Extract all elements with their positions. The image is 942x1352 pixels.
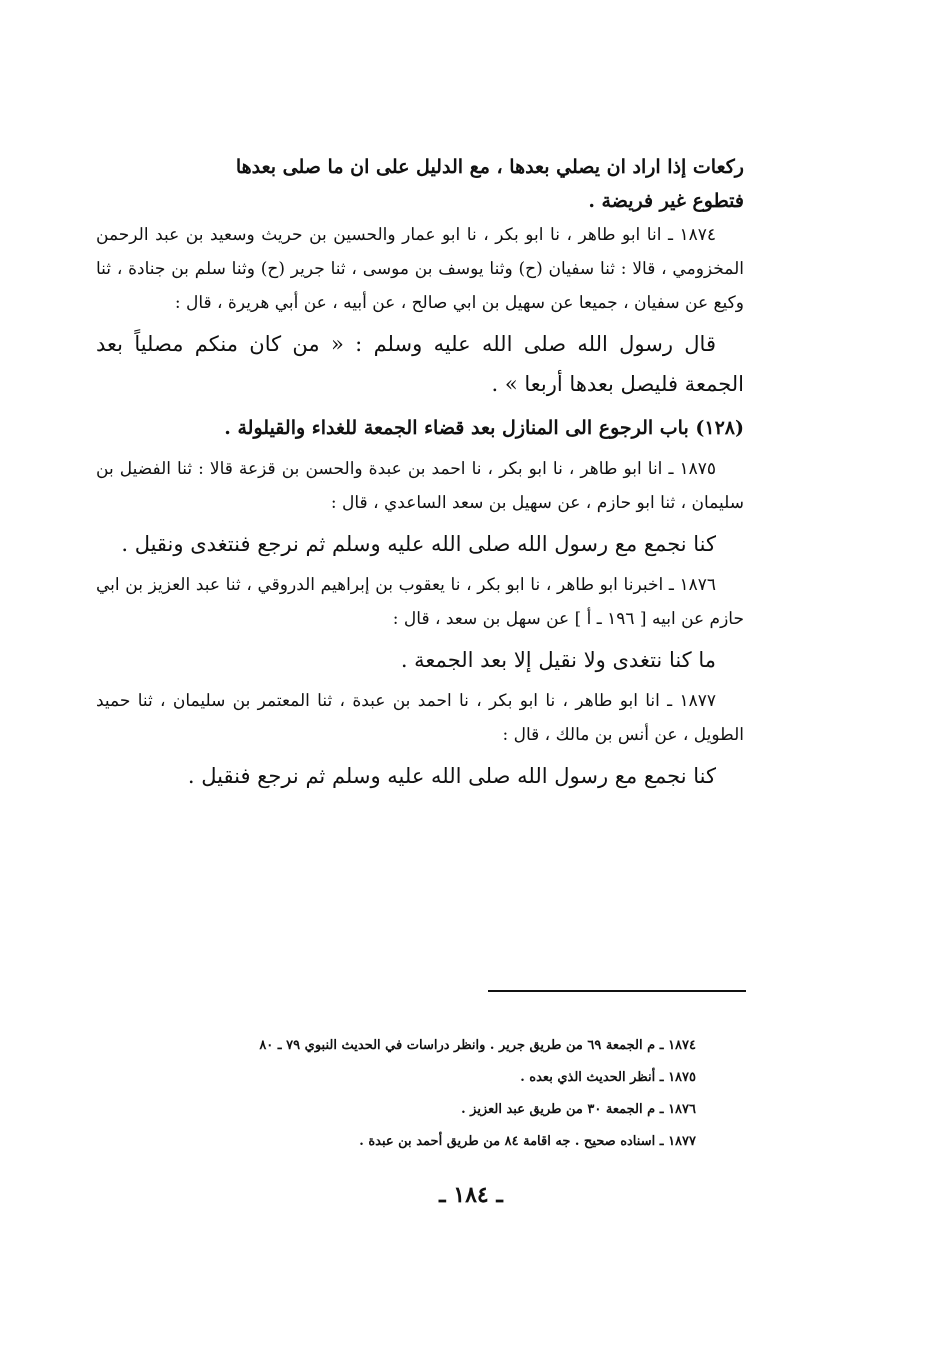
hadith-1874-matn: قال رسول الله صلى الله عليه وسلم : « من كان منكم مصلياً بعد الجمعة فليصل بعدها أربعا » .: [96, 332, 744, 396]
footnotes: [96, 1030, 696, 1158]
footnote-1877: ١٨٧٧ ـ اسناده صحيح . جه اقامة ٨٤ من طريق أحمد بن عبدة .: [359, 1134, 696, 1149]
hadith-1876-matn: ما كنا نتغدى ولا نقيل إلا بعد الجمعة .: [400, 648, 716, 672]
page-body: [96, 150, 744, 800]
hadith-1876-isnad: ١٨٧٦ ـ اخبرنا ابو طاهر ، نا ابو بكر ، نا يعقوب بن إبراهيم الدروقي ، ثنا عبد العزيز بن ابي حازم عن ابيه [ ١٩٦ ـ أ ] عن سهل بن سعد ، قال :: [96, 575, 744, 629]
footnote-1875: ١٨٧٥ ـ أنظر الحديث الذي بعده .: [520, 1070, 696, 1085]
chapter-heading: (١٢٨) باب الرجوع الى المنازل بعد قضاء الجمعة للغداء والقيلولة .: [224, 417, 744, 439]
hadith-1877-isnad: ١٨٧٧ ـ انا ابو طاهر ، نا ابو بكر ، نا احمد بن عبدة ، ثنا المعتمر بن سليمان ، ثنا حميد الطويل ، عن أنس بن مالك ، قال :: [96, 691, 744, 745]
hadith-1875-isnad: ١٨٧٥ ـ انا ابو طاهر ، نا ابو بكر ، نا احمد بن عبدة والحسن بن قزعة قالا : ثنا الفضيل بن سليمان ، ثنا ابو حازم ، عن سهيل بن سعد الساعدي ، قال :: [96, 459, 744, 513]
footnote-1876: ١٨٧٦ ـ م الجمعة ٣٠ من طريق عبد العزيز .: [461, 1102, 696, 1117]
page-number: ـ ١٨٤ ـ: [439, 1182, 503, 1208]
hadith-1874-isnad: ١٨٧٤ ـ انا ابو طاهر ، نا ابو بكر ، نا ابو عمار والحسين بن حريث وسعيد بن عبد الرحمن المخزومي ، قالا : ثنا سفيان (ح) وثنا يوسف بن موسى ، ثنا جرير (ح) وثنا سلم بن جنادة ، ثنا وكيع عن سفيان ، جميعا عن سهيل بن ابي صالح ، عن أبيه ، عن أبي هريرة ، قال :: [96, 225, 744, 313]
footnote-1874: ١٨٧٤ ـ م الجمعة ٦٩ من طريق جرير . وانظر دراسات في الحديث النبوي ٧٩ ـ ٨٠: [259, 1038, 696, 1053]
intro-line-2: فتطوع غير فريضة .: [588, 190, 744, 212]
hadith-1877-matn: كنا نجمع مع رسول الله صلى الله عليه وسلم ثم نرجع فنقيل .: [187, 764, 716, 788]
hadith-1875-matn: كنا نجمع مع رسول الله صلى الله عليه وسلم ثم نرجع فنتغدى ونقيل .: [121, 532, 716, 556]
intro-line-1: ركعات إذا اراد ان يصلي بعدها ، مع الدليل على ان ما صلى بعدها: [235, 156, 744, 178]
footnote-divider: [488, 990, 746, 992]
